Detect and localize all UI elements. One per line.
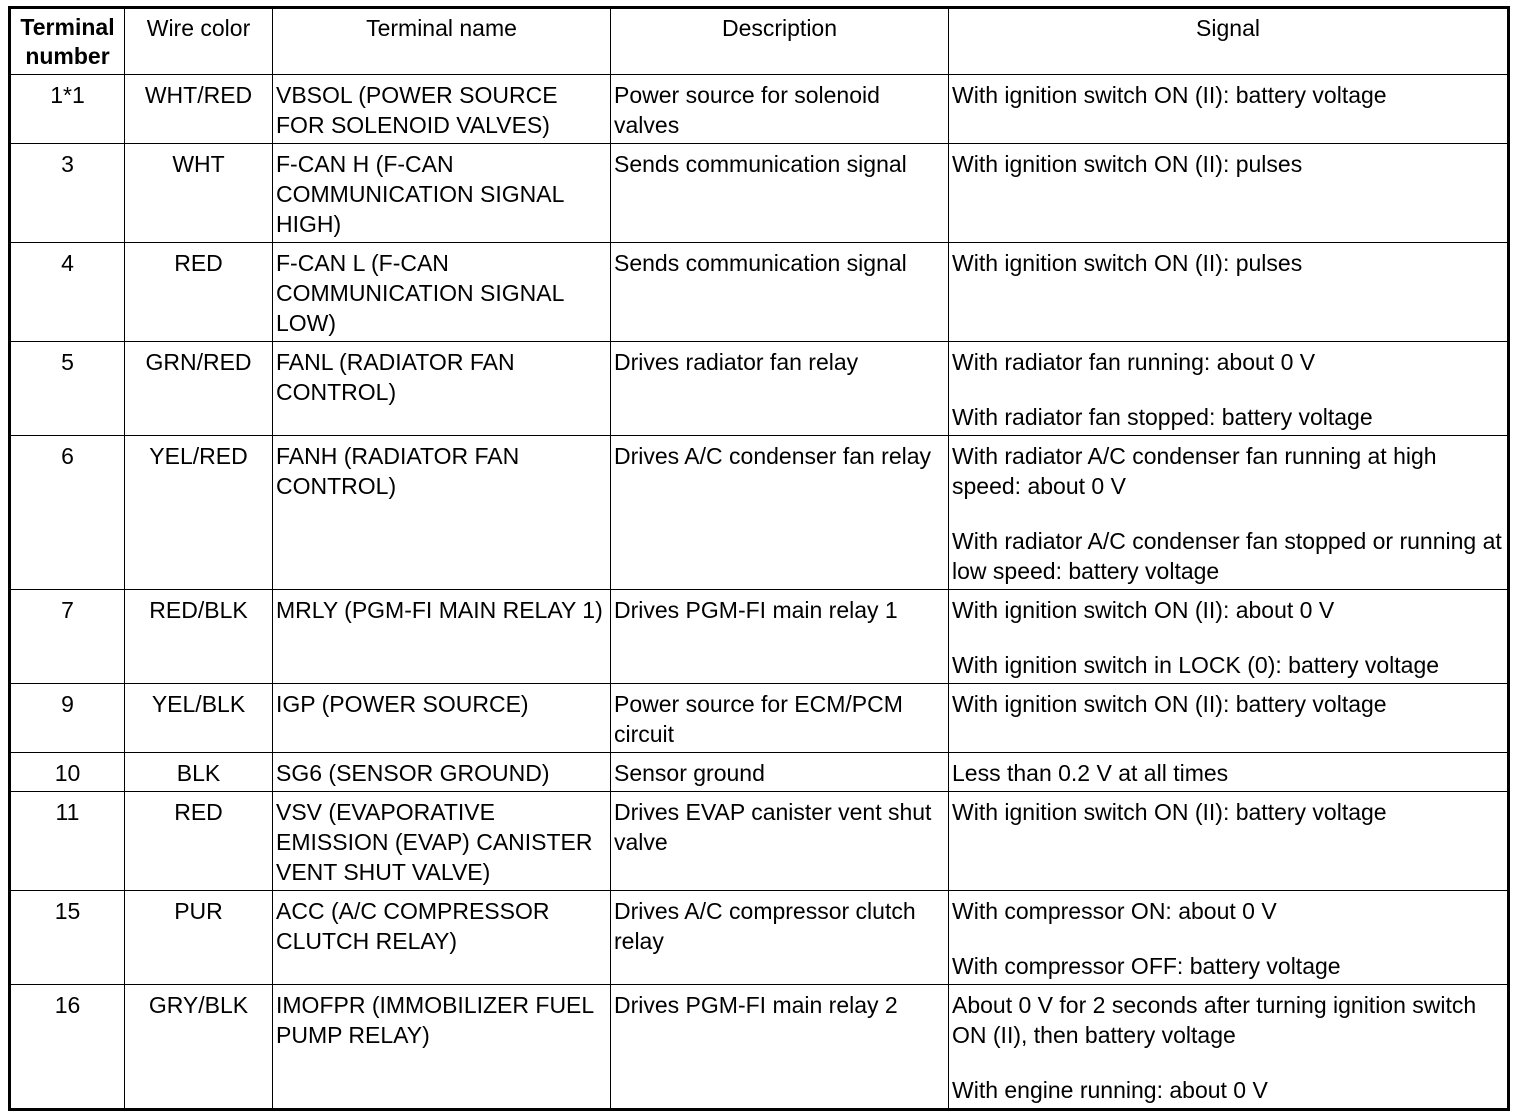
table-row — [10, 342, 1509, 436]
signal-cell — [949, 684, 1509, 753]
table-header — [10, 8, 1509, 75]
signal-cell — [949, 75, 1509, 144]
signal-line: Less than 0.2 V at all times — [952, 760, 1229, 786]
terminal-number-cell: 16 — [10, 985, 125, 1110]
table-row — [10, 75, 1509, 144]
header-description: Description — [611, 8, 949, 75]
terminal-number-cell: 15 — [10, 891, 125, 985]
signal-line: About 0 V for 2 seconds after turning ignition switch ON (II), then battery voltage — [952, 992, 1477, 1048]
terminal-number-cell: 6 — [10, 436, 125, 590]
signal-line: With ignition switch ON (II): pulses — [952, 250, 1303, 276]
signal-cell — [949, 985, 1509, 1110]
signal-line: With radiator fan running: about 0 V — [952, 349, 1316, 375]
signal-line: With compressor OFF: battery voltage — [952, 953, 1341, 979]
description-cell: Sends communication signal — [611, 243, 949, 342]
header-terminal-number: Terminal number — [10, 8, 125, 75]
description-cell: Sends communication signal — [611, 144, 949, 243]
terminal-name-cell: F-CAN L (F-CAN COMMUNICATION SIGNAL LOW) — [273, 243, 611, 342]
signal-line: With ignition switch ON (II): battery voltage — [952, 82, 1387, 108]
description-cell: Drives EVAP canister vent shut valve — [611, 792, 949, 891]
terminal-number-cell: 11 — [10, 792, 125, 891]
signal-line: With radiator A/C condenser fan stopped or running at low speed: battery voltage — [952, 528, 1502, 584]
table-row — [10, 753, 1509, 792]
table-row — [10, 436, 1509, 590]
header-wire-color: Wire color — [125, 8, 273, 75]
terminal-table — [8, 6, 1510, 1111]
terminal-number-cell: 7 — [10, 590, 125, 684]
signal-cell — [949, 792, 1509, 891]
wire-color-cell: RED — [125, 243, 273, 342]
terminal-name-cell: VSV (EVAPORATIVE EMISSION (EVAP) CANISTER VENT SHUT VALVE) — [273, 792, 611, 891]
description-cell: Drives PGM-FI main relay 2 — [611, 985, 949, 1110]
terminal-number-cell: 3 — [10, 144, 125, 243]
wire-color-cell: WHT — [125, 144, 273, 243]
signal-line: With engine running: about 0 V — [952, 1077, 1268, 1103]
terminal-name-cell: MRLY (PGM-FI MAIN RELAY 1) — [273, 590, 611, 684]
signal-line: With radiator fan stopped: battery voltage — [952, 404, 1373, 430]
table-row — [10, 590, 1509, 684]
signal-line: With ignition switch in LOCK (0): battery voltage — [952, 652, 1440, 678]
signal-line: With compressor ON: about 0 V — [952, 898, 1277, 924]
signal-cell — [949, 243, 1509, 342]
wire-color-cell: GRN/RED — [125, 342, 273, 436]
table-row — [10, 684, 1509, 753]
terminal-name-cell: SG6 (SENSOR GROUND) — [273, 753, 611, 792]
terminal-name-cell: FANL (RADIATOR FAN CONTROL) — [273, 342, 611, 436]
signal-line: With ignition switch ON (II): about 0 V — [952, 597, 1335, 623]
signal-cell — [949, 342, 1509, 436]
signal-line: With ignition switch ON (II): battery voltage — [952, 691, 1387, 717]
wire-color-cell: RED/BLK — [125, 590, 273, 684]
header-signal: Signal — [949, 8, 1509, 75]
wire-color-cell: YEL/RED — [125, 436, 273, 590]
header-row — [10, 8, 1509, 75]
wire-color-cell: BLK — [125, 753, 273, 792]
terminal-number-cell: 9 — [10, 684, 125, 753]
wire-color-cell: PUR — [125, 891, 273, 985]
description-cell: Sensor ground — [611, 753, 949, 792]
description-cell: Drives radiator fan relay — [611, 342, 949, 436]
terminal-name-cell: FANH (RADIATOR FAN CONTROL) — [273, 436, 611, 590]
description-cell: Power source for solenoid valves — [611, 75, 949, 144]
description-cell: Power source for ECM/PCM circuit — [611, 684, 949, 753]
table-row — [10, 144, 1509, 243]
terminal-number-cell: 10 — [10, 753, 125, 792]
terminal-name-cell: ACC (A/C COMPRESSOR CLUTCH RELAY) — [273, 891, 611, 985]
wire-color-cell: WHT/RED — [125, 75, 273, 144]
signal-cell — [949, 753, 1509, 792]
wire-color-cell: RED — [125, 792, 273, 891]
description-cell: Drives A/C condenser fan relay — [611, 436, 949, 590]
signal-cell — [949, 436, 1509, 590]
terminal-name-cell: VBSOL (POWER SOURCE FOR SOLENOID VALVES) — [273, 75, 611, 144]
description-cell: Drives PGM-FI main relay 1 — [611, 590, 949, 684]
signal-line: With ignition switch ON (II): pulses — [952, 151, 1303, 177]
signal-line: With ignition switch ON (II): battery voltage — [952, 799, 1387, 825]
wire-color-cell: GRY/BLK — [125, 985, 273, 1110]
terminal-name-cell: IMOFPR (IMMOBILIZER FUEL PUMP RELAY) — [273, 985, 611, 1110]
table-row — [10, 792, 1509, 891]
wire-color-cell: YEL/BLK — [125, 684, 273, 753]
table-row — [10, 891, 1509, 985]
terminal-number-cell: 5 — [10, 342, 125, 436]
description-cell: Drives A/C compressor clutch relay — [611, 891, 949, 985]
table-row — [10, 985, 1509, 1110]
signal-cell — [949, 144, 1509, 243]
signal-line: With radiator A/C condenser fan running at high speed: about 0 V — [952, 443, 1437, 499]
terminal-name-cell: F-CAN H (F-CAN COMMUNICATION SIGNAL HIGH) — [273, 144, 611, 243]
table-body — [10, 75, 1509, 1110]
header-terminal-name: Terminal name — [273, 8, 611, 75]
terminal-number-cell: 4 — [10, 243, 125, 342]
table-row — [10, 243, 1509, 342]
terminal-number-cell: 1*1 — [10, 75, 125, 144]
signal-cell — [949, 891, 1509, 985]
signal-cell — [949, 590, 1509, 684]
terminal-name-cell: IGP (POWER SOURCE) — [273, 684, 611, 753]
